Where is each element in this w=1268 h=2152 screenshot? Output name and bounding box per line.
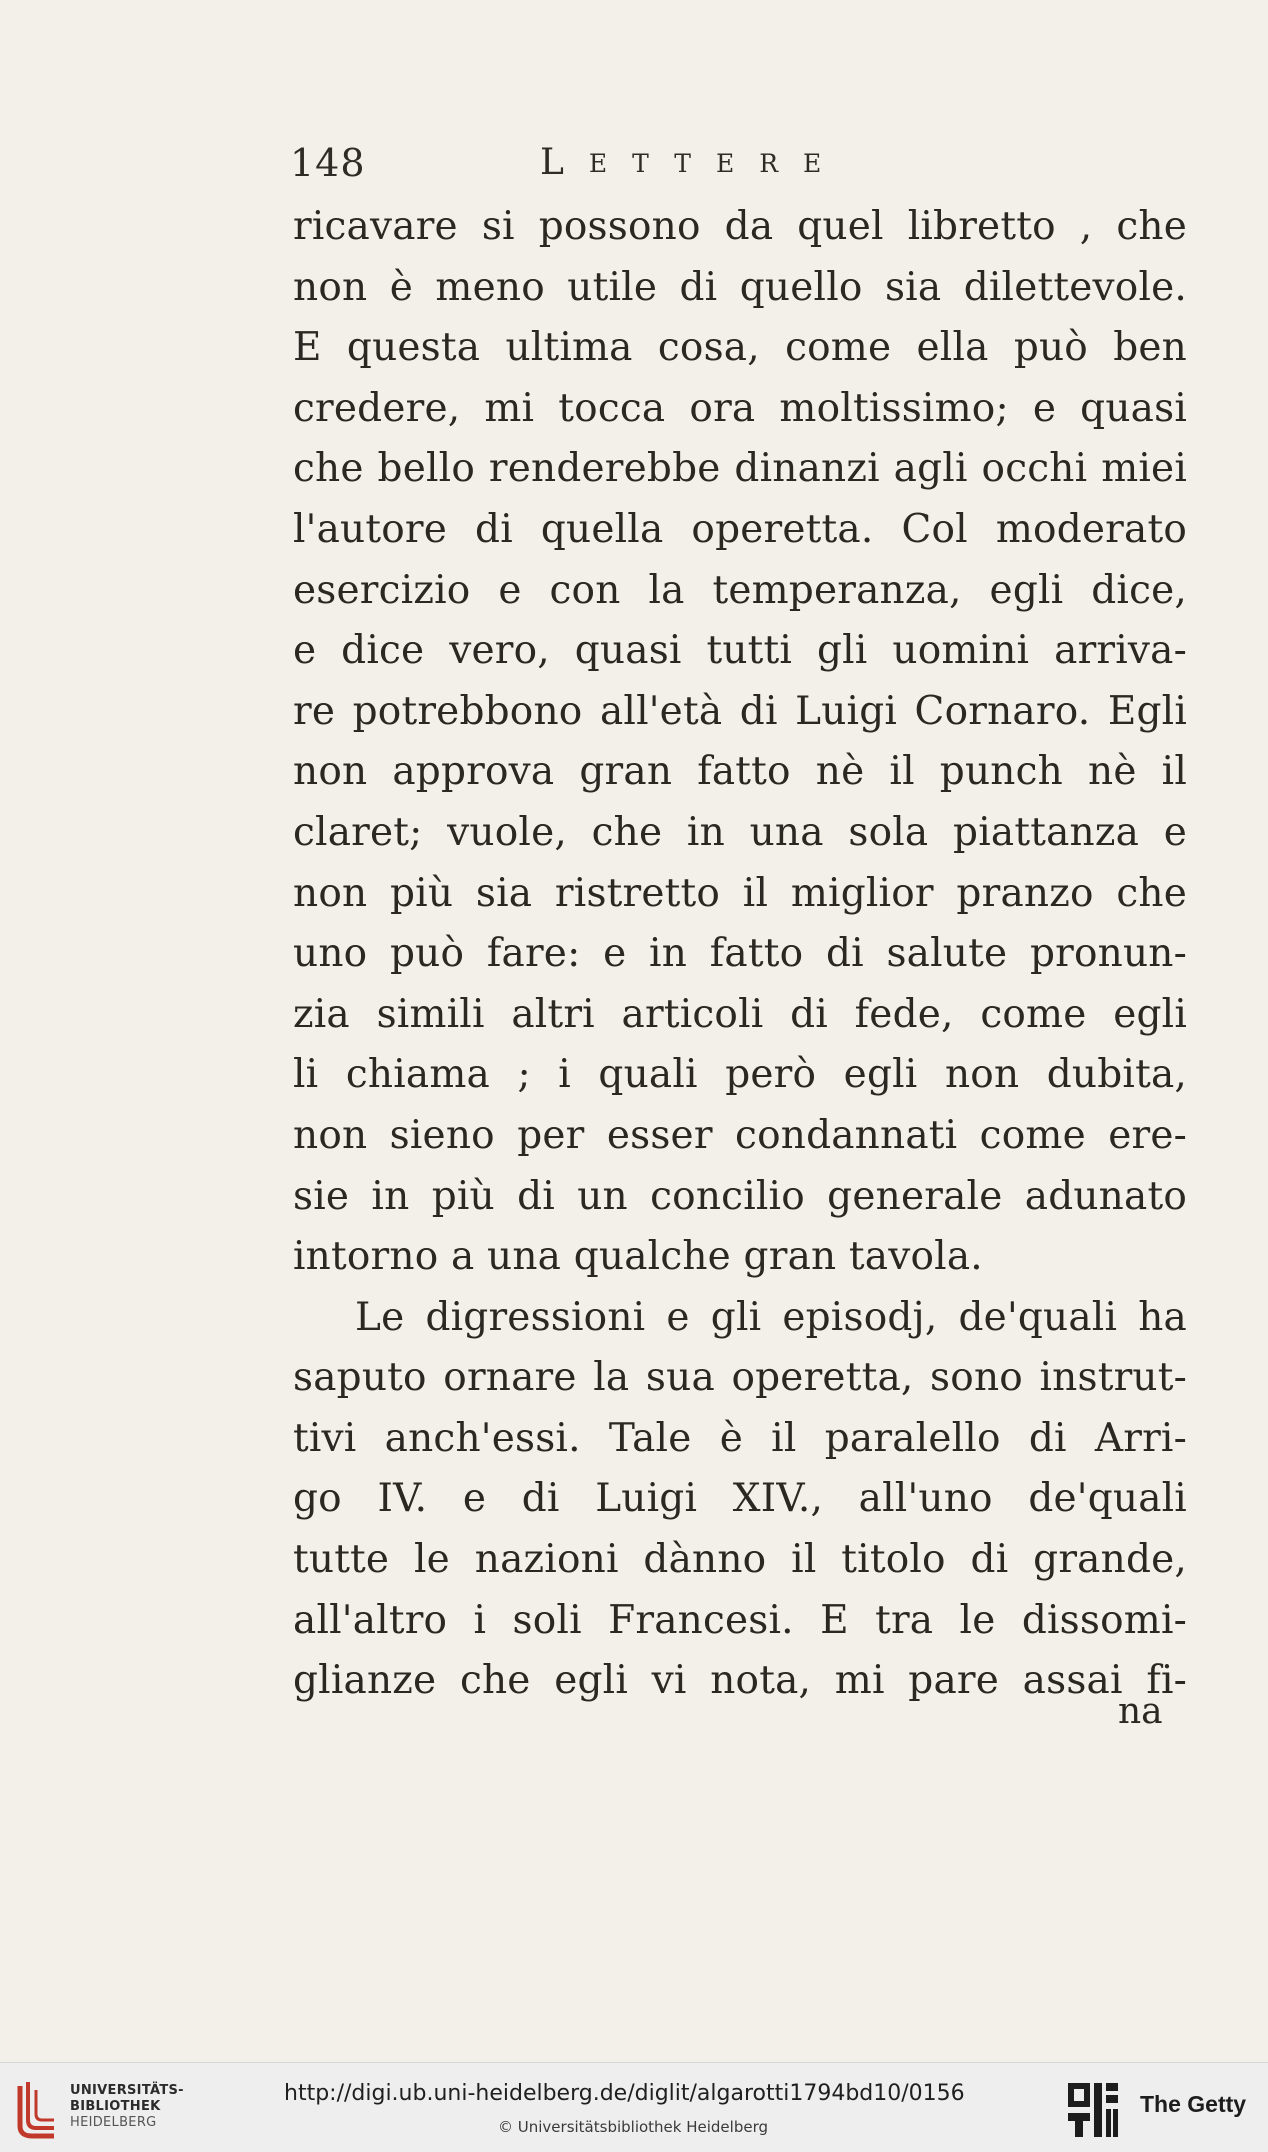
text-line: li chiama ; i quali però egli non dubita, [293, 1052, 1187, 1098]
catchword: na [1118, 1691, 1163, 1732]
text-line: che bello renderebbe dinanzi agli occhi miei [293, 446, 1187, 492]
text-line: l'autore di quella operetta. Col moderato [293, 506, 1187, 552]
text-line: E questa ultima cosa, come ella può ben [293, 325, 1187, 371]
running-title [540, 138, 846, 189]
text-line-paragraph-start: Le digressioni e gli episodj, de'quali ha [355, 1294, 1187, 1340]
text-line: non sieno per esser condannati come ere- [293, 1112, 1187, 1158]
viewer-footer [0, 2062, 1268, 2152]
text-line: go IV. e di Luigi XIV., all'uno de'quali [293, 1476, 1187, 1522]
university-library-logo-icon [14, 2078, 60, 2140]
running-head [290, 138, 1190, 188]
text-line-paragraph-end: intorno a una qualche gran tavola. [293, 1234, 983, 1280]
text-line: ricavare si possono da quel libretto , che [293, 204, 1187, 249]
page-number: 148 [290, 141, 366, 185]
text-line: credere, mi tocca ora moltissimo; e quasi [293, 385, 1187, 431]
text-line: esercizio e con la temperanza, egli dice, [293, 567, 1187, 613]
text-line: re potrebbono all'età di Luigi Cornaro. Egli [293, 688, 1187, 734]
library-name-line1: UNIVERSITÄTS- [70, 2083, 184, 2098]
library-name-line2: BIBLIOTHEK [70, 2099, 161, 2114]
text-line: all'altro i soli Francesi. E tra le dissomi- [293, 1597, 1187, 1643]
body-text [293, 197, 1193, 1712]
copyright-notice: © Universitätsbibliothek Heidelberg [498, 2118, 769, 2136]
permalink-url[interactable]: http://digi.ub.uni-heidelberg.de/diglit/algarotti1794bd10/0156 [284, 2081, 965, 2106]
library-city: HEIDELBERG [70, 2115, 157, 2130]
running-title-initial: L [540, 142, 589, 183]
text-line: non più sia ristretto il miglior pranzo che [293, 870, 1187, 916]
text-line: uno può fare: e in fatto di salute pronun- [293, 931, 1187, 977]
getty-logo-icon [1066, 2081, 1120, 2139]
text-line: tutte le nazioni dànno il titolo di grande, [293, 1537, 1187, 1583]
text-line: non è meno utile di quello sia dilettevole. [293, 264, 1187, 310]
text-line: saputo ornare la sua operetta, sono instrut- [293, 1355, 1187, 1401]
text-line: tivi anch'essi. Tale è il paralello di Arri- [293, 1415, 1187, 1461]
text-line: e dice vero, quasi tutti gli uomini arriva- [293, 628, 1187, 674]
running-title-rest: ETTERE [588, 149, 847, 178]
partner-name: The Getty [1140, 2091, 1247, 2117]
text-line: non approva gran fatto nè il punch nè il [293, 749, 1187, 795]
library-name [70, 2083, 184, 2131]
text-line: claret; vuole, che in una sola piattanza e [293, 809, 1187, 855]
text-line: glianze che egli vi nota, mi pare assai fi- [293, 1658, 1187, 1704]
text-line: sie in più di un concilio generale adunato [293, 1173, 1187, 1219]
text-line: zia simili altri articoli di fede, come egli [293, 991, 1187, 1037]
